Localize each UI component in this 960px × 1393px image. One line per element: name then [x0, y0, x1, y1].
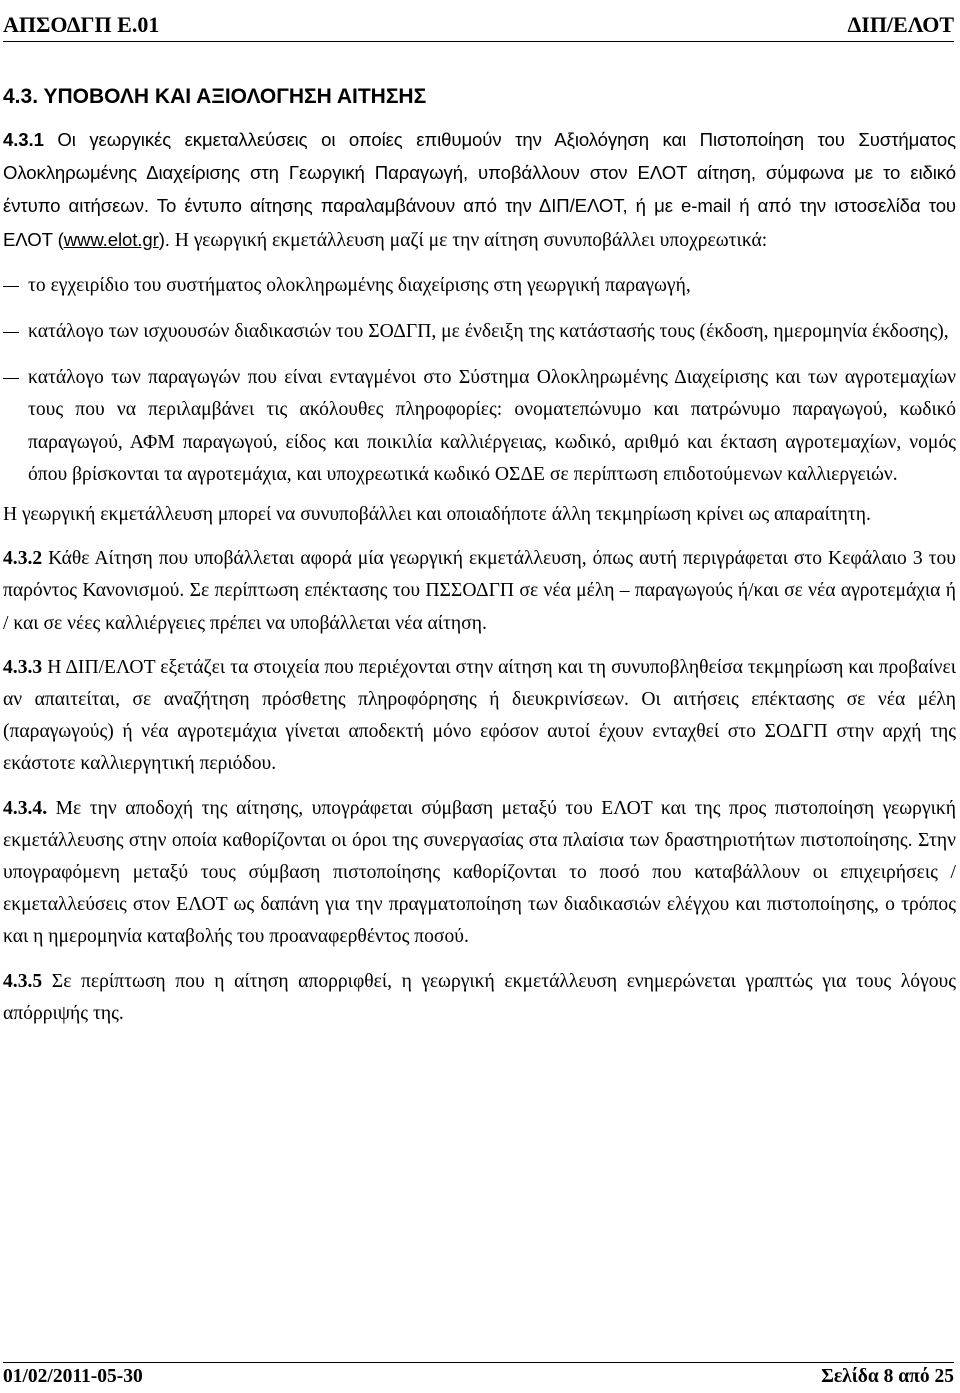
- footer-rule: [3, 1362, 954, 1363]
- section-heading: 4.3. ΥΠΟΒΟΛΗ ΚΑΙ ΑΞΙΟΛΟΓΗΣΗ ΑΙΤΗΣΗΣ: [3, 85, 427, 108]
- footer-page-number: Σελίδα 8 από 25: [821, 1366, 954, 1387]
- paragraph-number: 4.3.5: [3, 970, 43, 992]
- paragraph-additional-docs: Η γεωργική εκμετάλλευση μπορεί να συνυποβάλλει και οποιαδήποτε άλλη τεκμηρίωση κρίνει ως απαραίτητη.: [3, 504, 871, 526]
- list-item: το εγχειρίδιο του συστήματος ολοκληρωμένης διαχείρισης στη γεωργική παραγωγή,: [28, 274, 691, 296]
- paragraph-4-3-2: 4.3.2 Κάθε Αίτηση που υποβάλλεται αφορά μία γεωργική εκμετάλλευση, όπως αυτή περιγράφεται στο Κεφάλαιο 3 του παρόντος Κανονισμού. Σε περίπτωση επέκτασης του ΠΣΣΟΔΓΠ σε νέα μέλη – παραγωγούς ή/και σε νέα αγροτεμάχια ή / και σε νέες καλλιέργειες πρέπει να υποβάλλεται νέα αίτηση.: [3, 548, 956, 634]
- paragraph-number: 4.3.4.: [3, 797, 48, 819]
- paragraph-4-3-4: 4.3.4. Με την αποδοχή της αίτησης, υπογράφεται σύμβαση μεταξύ του ΕΛΟΤ και της προς πιστοποίηση γεωργική εκμετάλλευσης στην οποία καθορίζονται οι όροι της συνεργασίας στα πλαίσια των δραστηριοτήτων πιστοποίησης. Στην υπογραφόμενη μεταξύ τους σύμβαση πιστοποίησης καθορίζονται το ποσό που καταβάλλουν οι επιχειρήσεις /εκμεταλλεύσεις στον ΕΛΟΤ ως δαπάνη για την πραγματοποίηση των διαδικασιών ελέγχου και πιστοποίησης, ο τρόπος και η ημερομηνία καταβολής του προαναφερθέντος ποσού.: [3, 797, 956, 948]
- paragraph-4-3-5: 4.3.5 Σε περίπτωση που η αίτηση απορριφθεί, η γεωργική εκμετάλλευση ενημερώνεται γραπτώς για τους λόγους απόρριψής της.: [3, 970, 956, 1024]
- header-rule: [3, 41, 954, 42]
- footer-date: 01/02/2011-05-30: [3, 1366, 143, 1387]
- paragraph-number: 4.3.2: [3, 548, 43, 570]
- paragraph-4-3-3: 4.3.3 Η ΔΙΠ/ΕΛΟΤ εξετάζει τα στοιχεία που περιέχονται στην αίτηση και τη συνυποβληθείσα τεκμηρίωση και προβαίνει αν απαιτείται, σε αναζήτηση πρόσθετης πληροφόρησης ή διευκρινίσεων. Οι αιτήσεις επέκτασης σε νέα μέλη (παραγωγούς) ή νέα αγροτεμάχια γίνεται αποδεκτή μόνο εφόσον αυτοί έχουν ενταχθεί στο ΣΟΔΓΠ στην αρχή της εκάστοτε καλλιεργητική περιόδου.: [3, 656, 956, 775]
- required-documents-list: [3, 270, 956, 491]
- header-department: ΔΙΠ/ΕΛΟΤ: [847, 12, 954, 37]
- elot-website-link[interactable]: www.elot.gr: [63, 228, 159, 250]
- document-body: [3, 124, 956, 1030]
- paragraph-4-3-1: 4.3.1 Οι γεωργικές εκμεταλλεύσεις οι οποίες επιθυμούν την Αξιολόγηση και Πιστοποίηση του Συστήματος Ολοκληρωμένης Διαχείρισης στη Γεωργική Παραγωγή, υποβάλλουν στον ΕΛΟΤ αίτηση, σύμφωνα με το ειδικό έντυπο αιτήσεων. Το έντυπο αίτησης παραλαμβάνουν από την ΔΙΠ/ΕΛΟΤ, ή με e-mail ή από την ιστοσελίδα του ΕΛΟΤ (www.elot.gr). Η γεωργική εκμετάλλευση μαζί με την αίτηση συνυποβάλλει υποχρεωτικά:: [3, 129, 956, 251]
- page-footer: [3, 1366, 954, 1390]
- list-item: κατάλογο των παραγωγών που είναι ενταγμένοι στο Σύστημα Ολοκληρωμένης Διαχείρισης και των αγροτεμαχίων τους που να περιλαμβάνει τις ακόλουθες πληροφορίες: ονοματεπώνυμο και πατρώνυμο παραγωγού, κωδικό παραγωγού, ΑΦΜ παραγωγού, είδος και ποικιλία καλλιέργειας, κωδικό, αριθμό και έκταση αγροτεμαχίων, νομός όπου βρίσκονται τα αγροτεμάχια, και υποχρεωτικά κωδικό ΟΣΔΕ σε περίπτωση επιδοτούμενων καλλιεργειών.: [28, 367, 956, 485]
- list-item: κατάλογο των ισχυουσών διαδικασιών του ΣΟΔΓΠ, με ένδειξη της κατάστασής τους (έκδοση, ημερομηνία έκδοσης),: [28, 321, 949, 343]
- page-header: [3, 12, 954, 36]
- header-document-code: ΑΠΣΟΔΓΠ Ε.01: [3, 12, 160, 37]
- paragraph-number: 4.3.1: [3, 129, 44, 150]
- paragraph-number: 4.3.3: [3, 656, 43, 678]
